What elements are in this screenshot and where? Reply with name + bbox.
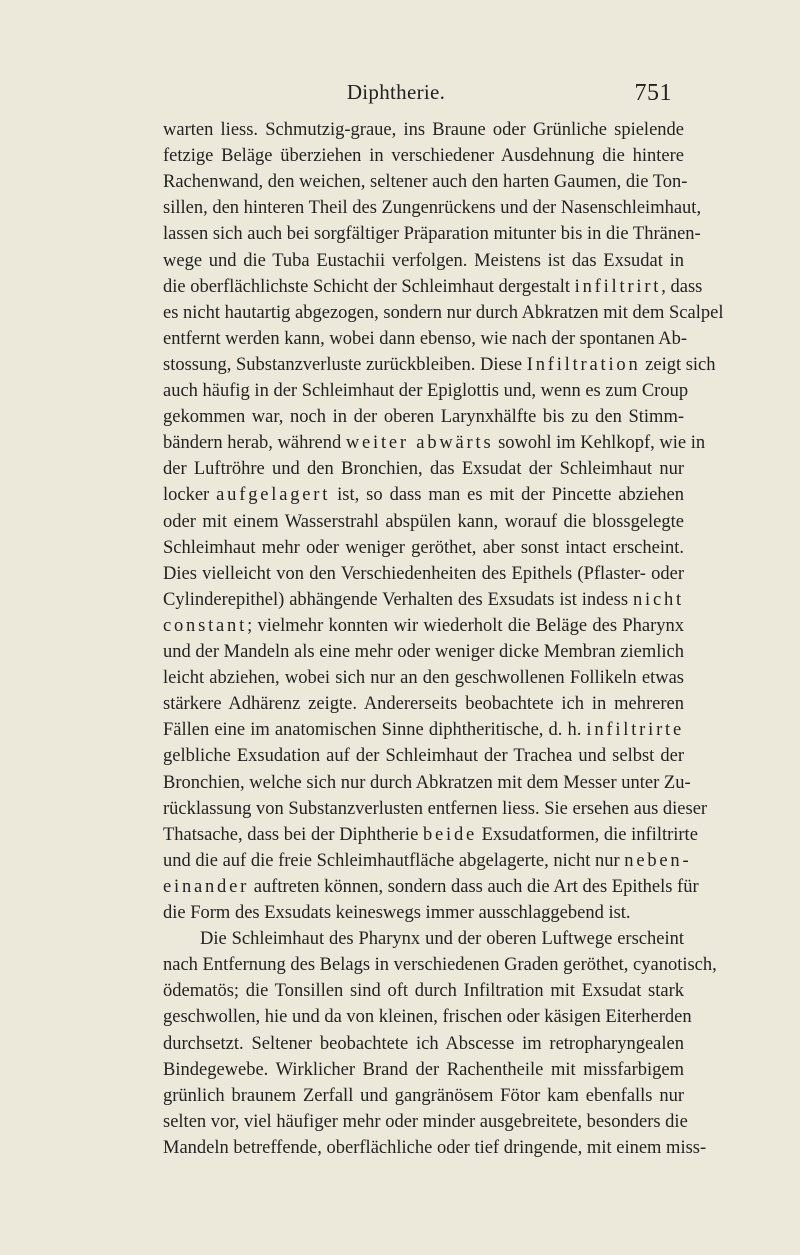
text-run: Cylinderepithel) abhängende Verhalten des Exsudats ist indess <box>163 589 633 610</box>
page-number: 751 <box>634 80 672 106</box>
running-head <box>0 80 800 110</box>
text-line <box>163 535 684 561</box>
text-line <box>163 404 684 430</box>
text-line <box>163 169 688 195</box>
text-run: stärkere Adhärenz zeigte. Andererseits beobachtete ich in mehreren <box>163 694 684 715</box>
spaced-emphasis: infiltrirte <box>586 720 684 741</box>
text-line <box>163 456 684 482</box>
text-run: , dass <box>661 276 703 297</box>
text-line <box>163 300 724 326</box>
spaced-emphasis: constant <box>163 615 248 636</box>
text-run: sowohl im Kehlkopf, wie in <box>493 433 706 454</box>
text-run: Mandeln betreffende, oberflächliche oder tief dringende, mit einem miss- <box>163 1137 707 1158</box>
text-run: leicht abziehen, wobei sich nur an den geschwollenen Follikeln etwas <box>163 668 684 689</box>
spaced-emphasis: aufgelagert <box>216 485 331 506</box>
text-line <box>200 926 684 952</box>
text-line <box>163 221 701 247</box>
text-line <box>163 117 684 143</box>
text-run: Schleimhaut mehr oder weniger geröthet, aber sonst intact erscheint. <box>163 537 684 558</box>
text-line <box>163 482 684 508</box>
text-run: Dies vielleicht von den Verschiedenheiten des Epithels (Pflaster- oder <box>163 563 684 584</box>
text-line <box>163 195 702 221</box>
text-line <box>163 613 684 639</box>
text-line <box>163 952 717 978</box>
spaced-emphasis: Infiltration <box>526 354 641 375</box>
spaced-emphasis: einander <box>163 876 250 897</box>
text-run: zeigt sich <box>640 354 716 375</box>
text-run: locker <box>163 485 217 506</box>
text-run: auftreten können, sondern dass auch die Art des Epithels für <box>249 876 699 897</box>
text-run: gekommen war, noch in der oberen Larynxhälfte bis zu den Stimm- <box>163 407 684 428</box>
text-run: Fällen eine im anatomischen Sinne diphtheritische, d. h. <box>163 720 587 741</box>
text-run: auch häufig in der Schleimhaut der Epiglottis und, wenn es zum Croup <box>163 381 689 401</box>
text-run: ist, so dass man es mit der Pincette abziehen <box>330 485 684 506</box>
text-line <box>163 587 684 613</box>
text-run: und die auf die freie Schleimhautfläche abgelagerte, nicht nur <box>163 850 625 871</box>
text-run: es nicht hautartig abgezogen, sondern nur durch Abkratzen mit dem Scalpel <box>163 302 724 323</box>
text-line <box>163 509 684 535</box>
text-run: der Luftröhre und den Bronchien, das Exsudat der Schleimhaut nur <box>163 459 684 480</box>
text-line <box>163 561 684 587</box>
text-line <box>163 274 703 300</box>
text-line <box>163 900 684 926</box>
text-line <box>163 822 698 848</box>
text-line <box>163 1109 688 1135</box>
text-run: Thatsache, dass bei der Diphtherie <box>163 824 423 845</box>
text-line <box>163 326 687 352</box>
text-line <box>163 743 684 769</box>
text-run: oder mit einem Wasserstrahl abspülen kann, worauf die blossgelegte <box>163 511 684 532</box>
spaced-emphasis: weiter abwärts <box>345 433 494 454</box>
text-run: und der Mandeln als eine mehr oder weniger dicke Membran ziemlich <box>163 642 684 662</box>
text-run: selten vor, viel häufiger mehr oder minder ausgebreitete, besonders die <box>163 1111 688 1132</box>
text-run: entfernt werden kann, wobei dann ebenso, wie nach der spontanen Ab- <box>163 328 687 349</box>
text-run: nach Entfernung des Belags in verschiedenen Graden geröthet, cyanotisch, <box>163 955 717 976</box>
text-line <box>163 848 692 874</box>
spaced-emphasis: nicht <box>633 589 684 610</box>
text-run: Exsudatformen, die infiltrirte <box>477 824 698 845</box>
text-line <box>163 430 706 456</box>
text-run: rücklassung von Substanzverlusten entfernen liess. Sie ersehen aus dieser <box>163 798 708 819</box>
text-line <box>163 378 689 404</box>
running-head-title: Diphtherie. <box>346 80 446 104</box>
text-line <box>163 1083 684 1109</box>
text-line <box>163 874 699 900</box>
text-line <box>163 796 708 822</box>
text-run: fetzige Beläge überziehen in verschiedener Ausdehnung die hintere <box>163 146 684 167</box>
text-run: gelbliche Exsudation auf der Schleimhaut der Trachea und selbst der <box>163 746 684 767</box>
text-run: lassen sich auch bei sorgfältiger Präparation mitunter bis in die Thränen- <box>163 224 701 245</box>
spaced-emphasis: infiltrirt <box>574 276 662 297</box>
text-run: Rachenwand, den weichen, seltener auch den harten Gaumen, die Ton- <box>163 172 688 193</box>
text-run: sillen, den hinteren Theil des Zungenrückens und der Nasenschleimhaut, <box>163 198 702 219</box>
text-line <box>163 143 684 169</box>
text-line <box>163 978 684 1004</box>
text-line <box>163 352 716 378</box>
text-run: die oberflächlichste Schicht der Schleimhaut dergestalt <box>163 276 575 297</box>
text-line <box>163 1031 684 1057</box>
text-line <box>163 691 684 717</box>
text-run: die Form des Exsudats keineswegs immer ausschlaggebend ist. <box>163 903 631 923</box>
text-line <box>163 665 684 691</box>
text-run: grünlich braunem Zerfall und gangränösem Fötor kam ebenfalls nur <box>163 1085 684 1106</box>
text-line <box>163 1004 692 1030</box>
spaced-emphasis: neben- <box>624 850 692 871</box>
text-line <box>163 770 691 796</box>
text-line <box>163 717 684 743</box>
text-line <box>163 248 684 274</box>
text-run: ; vielmehr konnten wir wiederholt die Beläge des Pharynx <box>247 615 684 636</box>
text-run: wege und die Tuba Eustachii verfolgen. Meistens ist das Exsudat in <box>163 250 684 271</box>
text-run: Bindegewebe. Wirklicher Brand der Rachentheile mit missfarbigem <box>163 1059 684 1080</box>
text-run: bändern herab, während <box>163 433 346 454</box>
text-run: durchsetzt. Seltener beobachtete ich Abscesse im retropharyngealen <box>163 1033 684 1054</box>
text-run: warten liess. Schmutzig-graue, ins Braune oder Grünliche spielende <box>163 120 684 140</box>
text-line <box>163 1135 707 1161</box>
spaced-emphasis: beide <box>422 824 477 845</box>
text-run: stossung, Substanzverluste zurückbleiben. Diese <box>163 354 527 375</box>
text-run: Die Schleimhaut des Pharynx und der oberen Luftwege erscheint <box>200 929 684 950</box>
text-run: geschwollen, hie und da von kleinen, frischen oder käsigen Eiterherden <box>163 1007 692 1028</box>
text-line <box>163 639 684 665</box>
text-run: Bronchien, welche sich nur durch Abkratzen mit dem Messer unter Zu- <box>163 772 691 793</box>
text-run: ödematös; die Tonsillen sind oft durch Infiltration mit Exsudat stark <box>163 981 684 1002</box>
text-line <box>163 1057 684 1083</box>
